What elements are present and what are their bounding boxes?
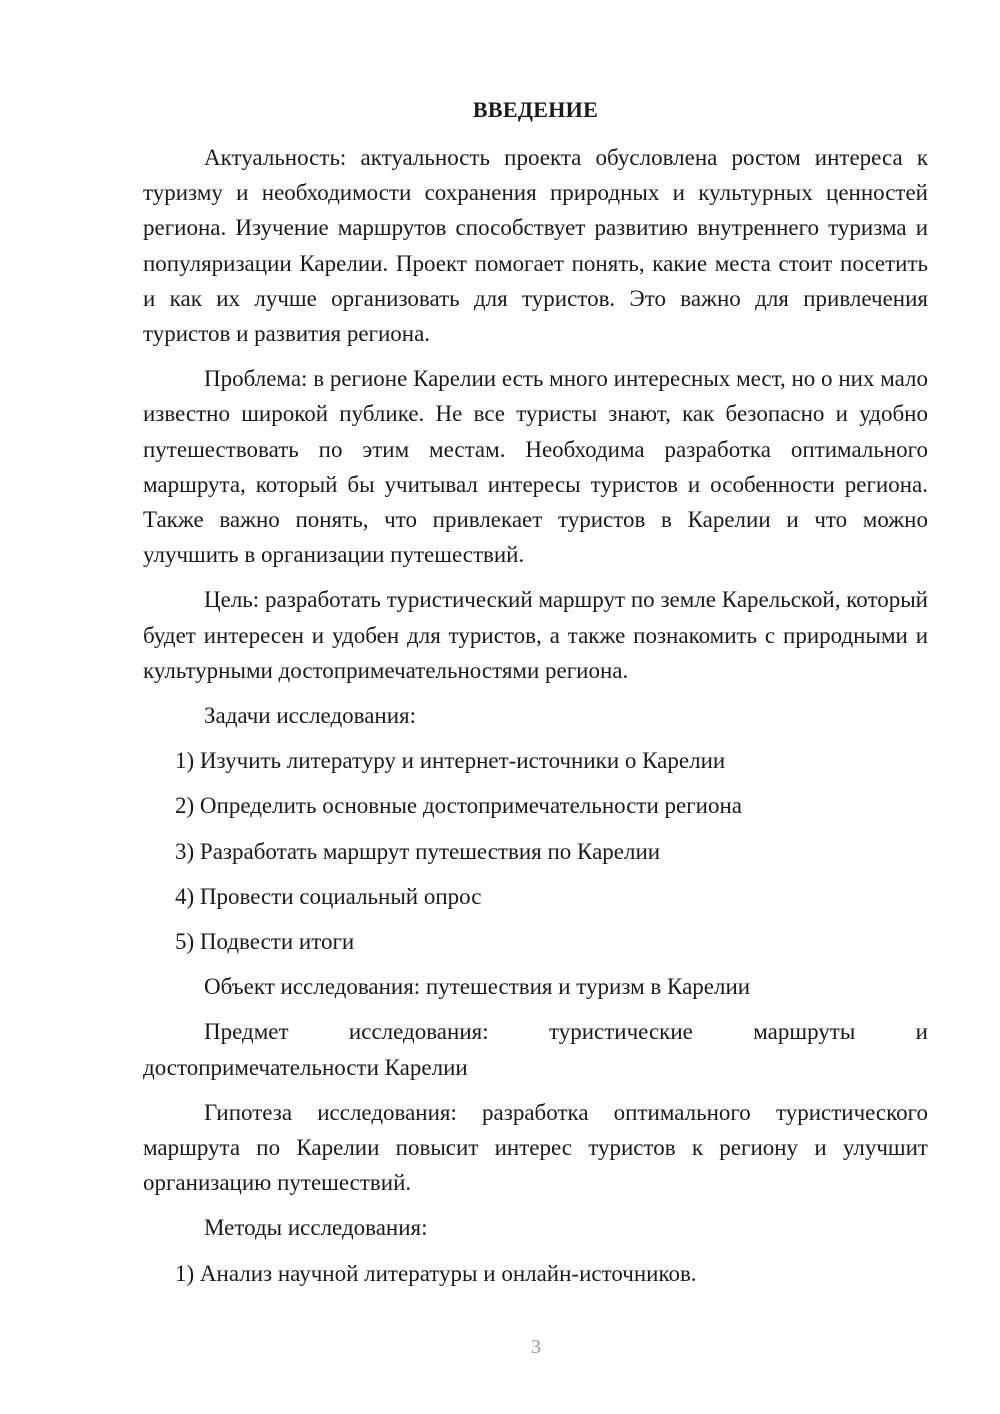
relevance-paragraph: Актуальность: актуальность проекта обусловлена ростом интереса к туризму и необходимости сохранения природных и культурных ценностей региона. Изучение маршрутов способствует развитию внутреннего туризма и популяризации Карелии. Проект помогает понять, какие места стоит посетить и как их лучше организовать для туристов. Это важно для привлечения туристов и развития региона. [143, 145, 928, 347]
tasks-heading: Задачи исследования: [204, 703, 417, 729]
page-number: 3 [531, 1336, 541, 1358]
section-title: ВВЕДЕНИЕ [472, 97, 599, 122]
problem-paragraph: Проблема: в регионе Карелии есть много интересных мест, но о них мало известно широкой публике. Не все туристы знают, как безопасно и удобно путешествовать по этим местам. Необходима разработка оптимального маршрута, который бы учитывал интересы туристов и особенности региона. Также важно понять, что привлекает туристов в Карелии и что можно улучшить в организации путешествий. [143, 366, 928, 568]
task-item-1: 1) Изучить литературу и интернет-источники о Карелии [175, 748, 726, 774]
task-item-3: 3) Разработать маршрут путешествия по Карелии [175, 838, 661, 864]
methods-heading: Методы исследования: [204, 1215, 428, 1241]
task-item-5: 5) Подвести итоги [175, 929, 355, 955]
hypothesis-paragraph: Гипотеза исследования: разработка оптимального туристического маршрута по Карелии повысит интерес туристов к региону и улучшит организацию путешествий. [143, 1099, 928, 1196]
task-item-4: 4) Провести социальный опрос [175, 883, 482, 909]
method-item-1: 1) Анализ научной литературы и онлайн-источников. [175, 1260, 697, 1286]
task-item-2: 2) Определить основные достопримечательности региона [175, 793, 743, 819]
object-paragraph: Объект исследования: путешествия и туризм в Карелии [204, 974, 751, 1000]
subject-paragraph: Предмет исследования: туристические маршруты и достопримечательности Карелии [143, 1019, 928, 1080]
goal-paragraph: Цель: разработать туристический маршрут по земле Карельской, который будет интересен и удобен для туристов, а также познакомить с природными и культурными достопримечательностями региона. [143, 587, 928, 683]
page-content [143, 96, 928, 1301]
